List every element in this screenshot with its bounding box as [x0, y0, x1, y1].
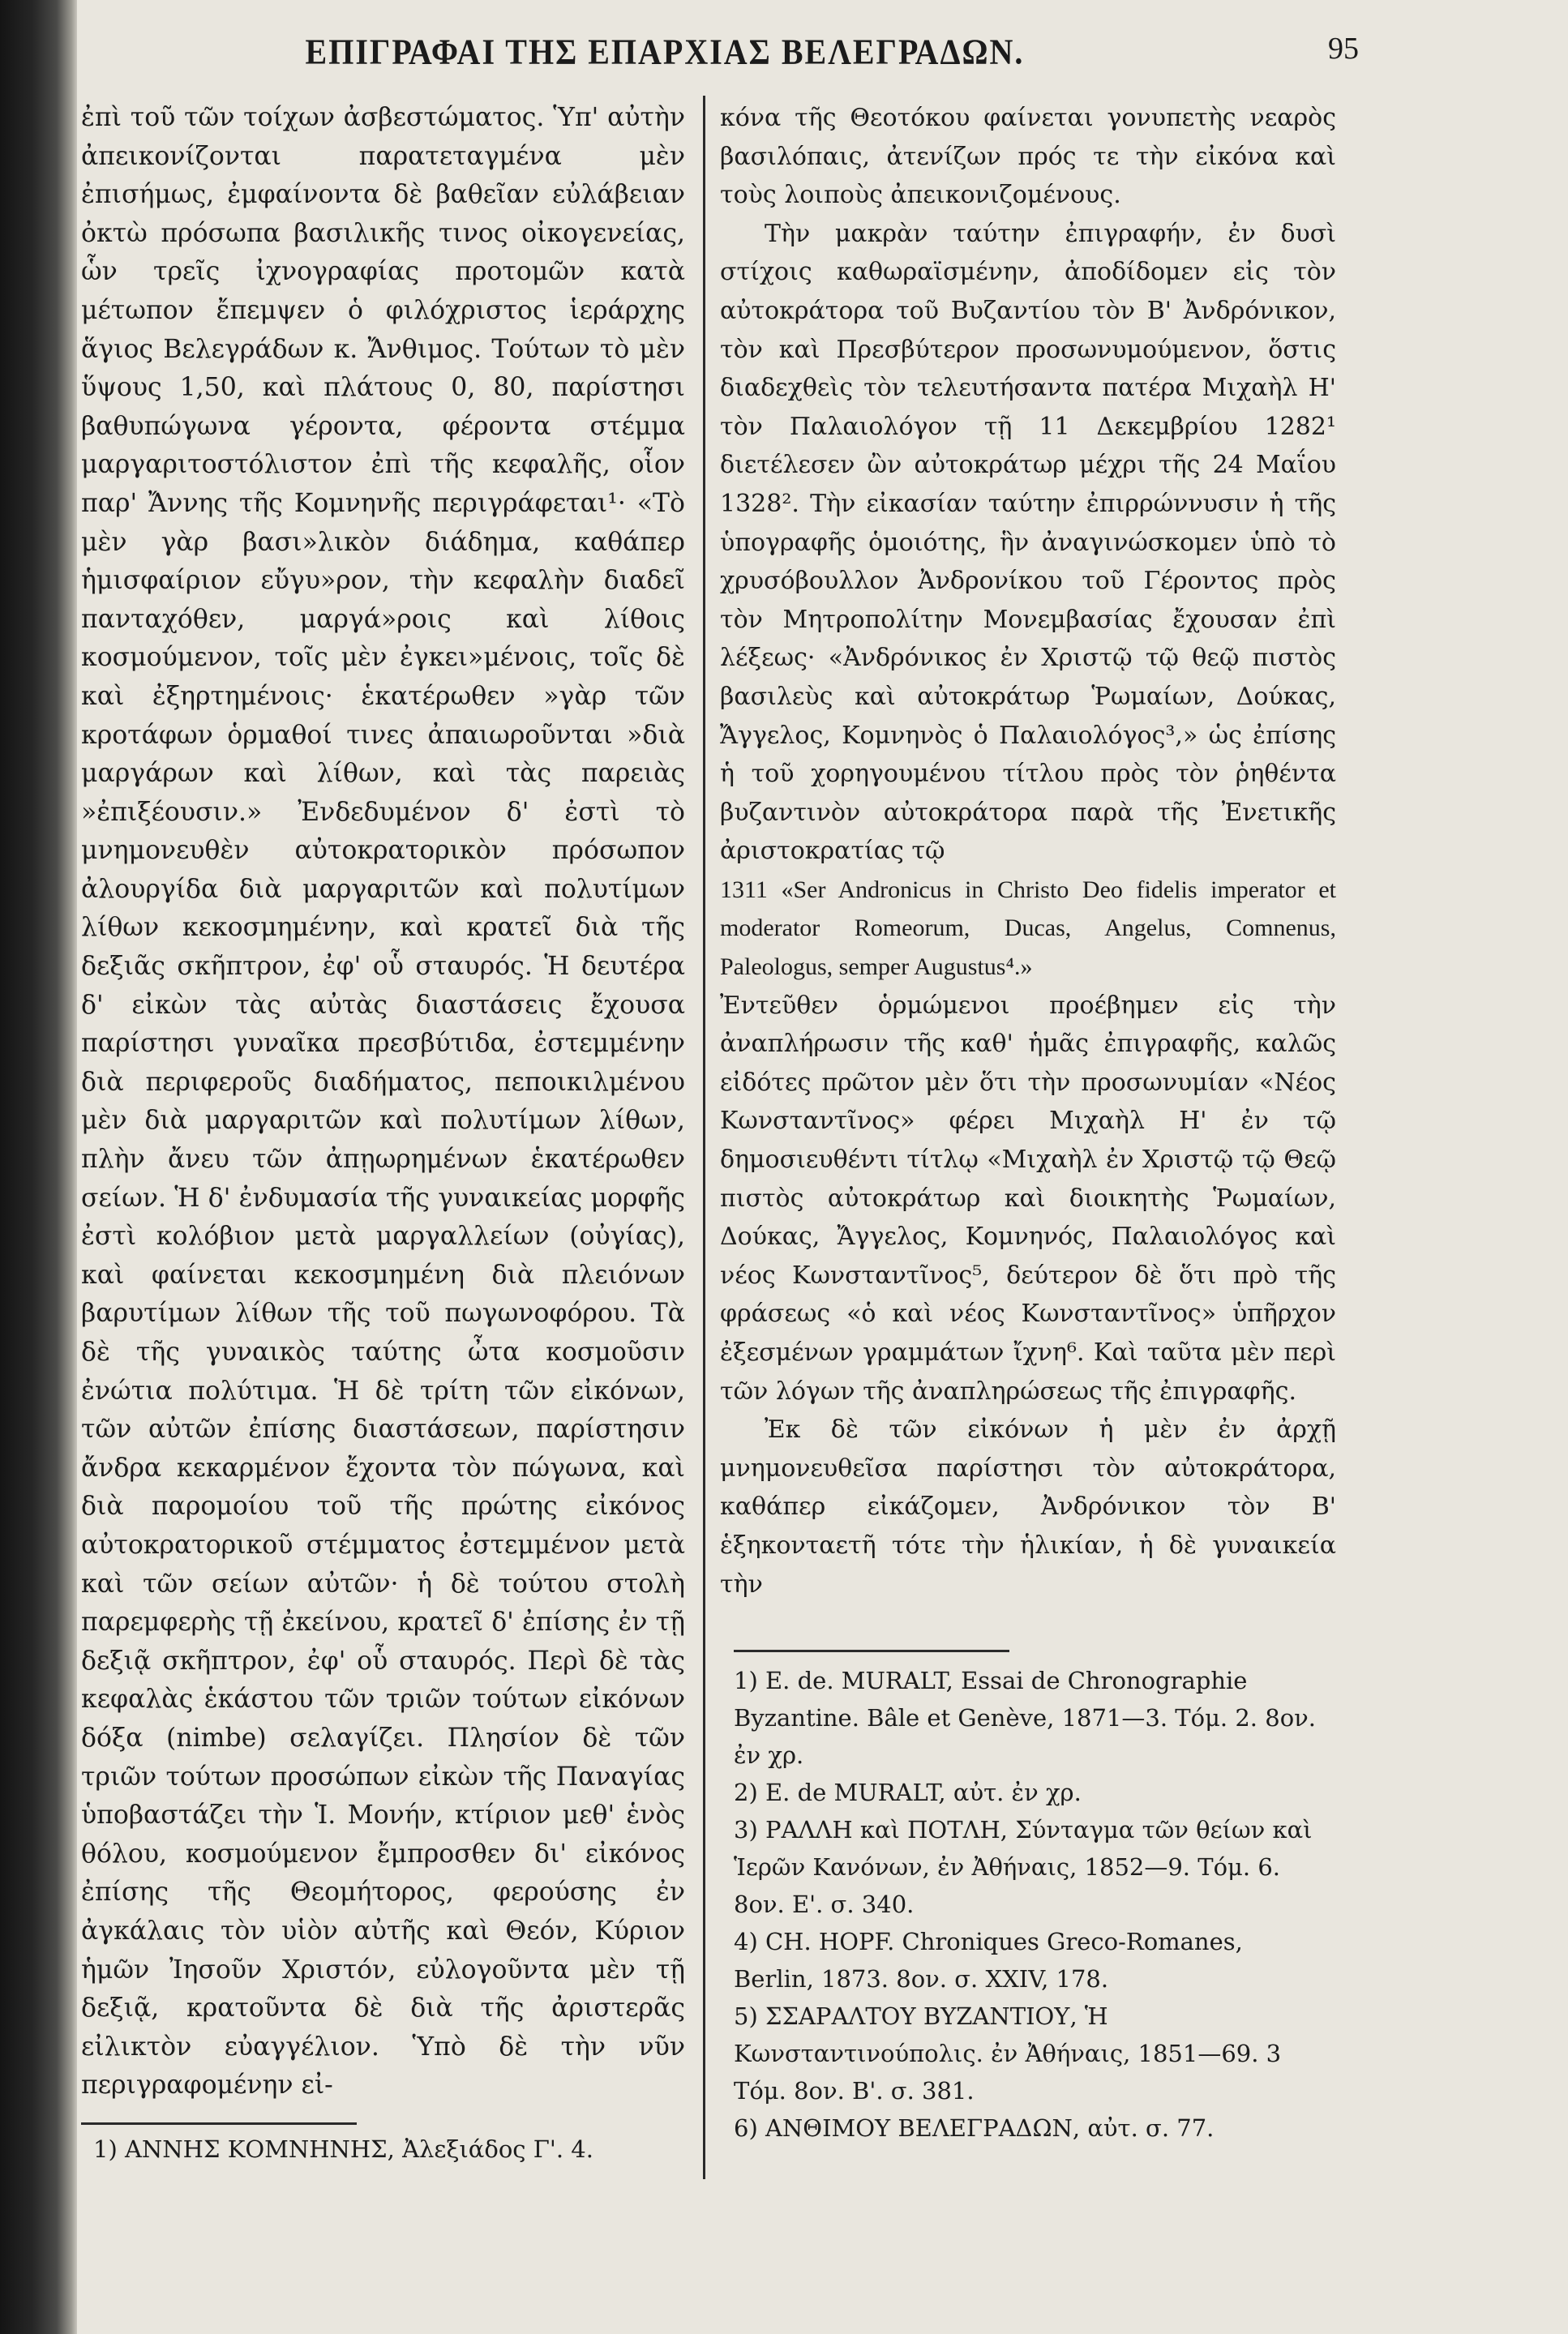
footnotes-left [93, 2131, 693, 2168]
footnote-right-2: 2) E. de MURALT, αὐτ. ἐν χρ. [734, 1779, 1082, 1806]
right-paragraph-3: Ἐκ δὲ τῶν εἰκόνων ἡ μὲν ἐν ἀρχῇ μνημονευθεῖσα παρίστησι τὸν αὐτοκράτορα, καθάπερ εἰκάζομεν, Ἀνδρόνικον τὸν Β' ἑξηκονταετῆ τότε τὴν ἡλικίαν, ἡ δὲ γυναικεία τὴν [720, 1415, 1336, 1599]
page-number: 95 [1328, 32, 1359, 66]
right-paragraph-2b: Ἐντεῦθεν ὁρμώμενοι προέβημεν εἰς τὴν ἀναπλήρωσιν τῆς καθ' ἡμᾶς ἐπιγραφῆς, καλῶς εἰδότες πρῶτον μὲν ὅτι τὴν προσωνυμίαν «Νέος Κωνσταντῖνος» φέρει Μιχαὴλ Η' ἐν τῷ δημοσιευθέντι τίτλῳ «Μιχαὴλ ἐν Χριστῷ τῷ Θεῷ πιστὸς αὐτοκράτωρ καὶ διοικητὴς Ῥωμαίων, Δούκας, Ἄγγελος, Κομνηνός, Παλαιολόγος καὶ νέος Κωνσταντῖνος⁵, δεύτερον δὲ ὅτι πρὸ τῆς φράσεως «ὁ καὶ νέος Κωνσταντῖνος» ὑπῆρχον ἐξεσμένων γραμμάτων ἴχνη⁶. Καὶ ταῦτα μὲν περὶ τῶν λόγων τῆς ἀναπληρώσεως τῆς ἐπιγραφῆς. [720, 991, 1336, 1406]
column-divider [703, 96, 705, 2179]
footnote-rule-right [734, 1650, 1009, 1652]
footnote-rule-left [81, 2122, 357, 2125]
right-column [720, 99, 1336, 1604]
footnotes-right [734, 1662, 1317, 2147]
footnote-left-1: 1) ΑΝΝΗΣ ΚΟΜΝΗΝΗΣ, Ἀλεξιάδος Γ'. 4. [93, 2135, 593, 2163]
right-paragraph-1: κόνα τῆς Θεοτόκου φαίνεται γονυπετὴς νεαρὸς βασιλόπαις, ἀτενίζων πρός τε τὴν εἰκόνα καὶ τοὺς λοιποὺς ἀπεικονιζομένους. [720, 104, 1336, 210]
running-header: ΕΠΙΓΡΑΦΑΙ ΤΗΣ ΕΠΑΡΧΙΑΣ ΒΕΛΕΓΡΑΔΩΝ. [305, 31, 1025, 72]
left-column-text: ἐπὶ τοῦ τῶν τοίχων ἀσβεστώματος. Ὑπ' αὐτὴν ἀπεικονίζονται παρατεταγμένα μὲν ἐπισήμως, ἐμφαίνοντα δὲ βαθεῖαν εὐλάβειαν ὀκτὼ πρόσωπα βασιλικῆς τινος οἰκογενείας, ὧν τρεῖς ἰχνογραφίας προτομῶν κατὰ μέτωπον ἔπεμψεν ὁ φιλόχριστος ἱεράρχης ἅγιος Βελεγράδων κ. Ἄνθιμος. Τούτων τὸ μὲν ὕψους 1,50, καὶ πλάτους 0, 80, παρίστησι βαθυπώγωνα γέροντα, φέροντα στέμμα μαργαριτοστόλιστον ἐπὶ τῆς κεφαλῆς, οἷον παρ' Ἄννης τῆς Κομνηνῆς περιγράφεται¹· «Τὸ μὲν γὰρ βασι»λικὸν διάδημα, καθάπερ ἡμισφαίριον εὔγυ»ρον, τὴν κεφαλὴν διαδεῖ πανταχόθεν, μαργά»ροις καὶ λίθοις κοσμούμενον, τοῖς μὲν ἐγκει»μένοις, τοῖς δὲ καὶ ἐξηρτημένοις· ἑκατέρωθεν »γὰρ τῶν κροτάφων ὁρμαθοί τινες ἀπαιωροῦνται »διὰ μαργάρων καὶ λίθων, καὶ τὰς παρειὰς »ἐπιξέουσιν.» Ἐνδεδυμένον δ' ἐστὶ τὸ μνημονευθὲν αὐτοκρατορικὸν πρόσωπον ἀλουργίδα διὰ μαργαριτῶν καὶ πολυτίμων λίθων κεκοσμημένην, καὶ κρατεῖ διὰ τῆς δεξιᾶς σκῆπτρον, ἐφ' οὗ σταυρός. Ἡ δευτέρα δ' εἰκὼν τὰς αὐτὰς διαστάσεις ἔχουσα παρίστησι γυναῖκα πρεσβύτιδα, ἐστεμμένην διὰ περιφεροῦς διαδήματος, πεποικιλμένου μὲν διὰ μαργαριτῶν καὶ πολυτίμων λίθων, πλὴν ἄνευ τῶν ἀπῃωρημένων ἑκατέρωθεν σείων. Ἡ δ' ἐνδυμασία τῆς γυναικείας μορφῆς ἐστὶ κολόβιον μετὰ μαργαλλείων (οὐγίας), καὶ φαίνεται κεκοσμημένη διὰ πλειόνων βαρυτίμων λίθων τῆς τοῦ πωγωνοφόρου. Τὰ δὲ τῆς γυναικὸς ταύτης ὦτα κοσμοῦσιν ἐνώτια πολύτιμα. Ἡ δὲ τρίτη τῶν εἰκόνων, τῶν αὐτῶν ἐπίσης διαστάσεων, παρίστησιν ἄνδρα κεκαρμένον ἔχοντα τὸν πώγωνα, καὶ διὰ παρομοίου τοῦ τῆς πρώτης εἰκόνος αὐτοκρατορικοῦ στέμματος ἐστεμμένον μετὰ καὶ τῶν σείων αὐτῶν· ἡ δὲ τούτου στολὴ παρεμφερὴς τῇ ἐκείνου, κρατεῖ δ' ἐπίσης ἐν τῇ δεξιᾷ σκῆπτρον, ἐφ' οὗ σταυρός. Περὶ δὲ τὰς κεφαλὰς ἑκάστου τῶν τριῶν τούτων εἰκόνων δόξα (nimbe) σελαγίζει. Πλησίον δὲ τῶν τριῶν τούτων προσώπων εἰκὼν τῆς Παναγίας ὑποβαστάζει τὴν Ἱ. Μονήν, κτίριον μεθ' ἑνὸς θόλου, κοσμούμενον ἔμπροσθεν δι' εἰκόνος ἐπίσης τῆς Θεομήτορος, φερούσης ἐν ἀγκάλαις τὸν υἱὸν αὐτῆς καὶ Θεόν, Κύριον ἡμῶν Ἰησοῦν Χριστόν, εὐλογοῦντα μὲν τῇ δεξιᾷ, κρατοῦντα δὲ διὰ τῆς ἀριστερᾶς εἰλικτὸν εὐαγγέλιον. Ὑπὸ δὲ τὴν νῦν περιγραφομένην εἰ- [81, 103, 685, 2101]
left-column [81, 99, 685, 2105]
footnote-right-5: 5) ΣΣΑΡΑΛΤΟΥ ΒΥΖΑΝΤΙΟΥ, Ἡ Κωνσταντινούπολις. ἐν Ἀθήναις, 1851—69. 3 Τόμ. 8ον. Β'. σ. 381. [734, 2002, 1282, 2105]
footnote-right-3: 3) ΡΑΛΛΗ καὶ ΠΟΤΛΗ, Σύνταγμα τῶν θείων καὶ Ἱερῶν Κανόνων, ἐν Ἀθήναις, 1852—9. Τόμ. 6. 8ον. Ε'. σ. 340. [734, 1816, 1313, 1918]
latin-quotation: 1311 «Ser Andronicus in Christo Deo fidelis imperator et moderator Romeorum, Ducas, Angelus, Comnenus, Paleologus, semper Augustus⁴.» [720, 876, 1336, 981]
footnote-right-4: 4) CH. HOPF. Chroniques Greco-Romanes, Berlin, 1873. 8ον. σ. XXIV, 178. [734, 1928, 1243, 1993]
right-paragraph-2a: Τὴν μακρὰν ταύτην ἐπιγραφήν, ἐν δυσὶ στίχοις καθωραϊσμένην, ἀποδίδομεν εἰς τὸν αὐτοκράτορα τοῦ Βυζαντίου τὸν Β' Ἀνδρόνικον, τὸν καὶ Πρεσβύτερον προσωνυμούμενον, ὅστις διαδεχθεὶς τὸν τελευτήσαντα πατέρα Μιχαὴλ Η' τὸν Παλαιολόγον τῇ 11 Δεκεμβρίου 1282¹ διετέλεσεν ὢν αὐτοκράτωρ μέχρι τῆς 24 Μαΐου 1328². Τὴν εἰκασίαν ταύτην ἐπιρρώννυσιν ἡ τῆς ὑπογραφῆς ὁμοιότης, ἣν ἀναγινώσκομεν ὑπὸ τὸ χρυσόβουλλον Ἀνδρονίκου τοῦ Γέροντος πρὸς τὸν Μητροπολίτην Μονεμβασίας ἔχουσαν ἐπὶ λέξεως· «Ἀνδρόνικος ἐν Χριστῷ τῷ θεῷ πιστὸς βασιλεὺς καὶ αὐτοκράτωρ Ῥωμαίων, Δούκας, Ἄγγελος, Κομνηνὸς ὁ Παλαιολόγος³,» ὡς ἐπίσης ἡ τοῦ χορηγουμένου τίτλου πρὸς τὸν ῥηθέντα βυζαντινὸν αὐτοκράτορα παρὰ τῆς Ἐνετικῆς ἀριστοκρατίας τῷ [720, 219, 1336, 866]
footnote-right-1: 1) E. de. MURALT, Essai de Chronographie Byzantine. Bâle et Genève, 1871—3. Τόμ. 2. 8ον. ἐν χρ. [734, 1667, 1317, 1769]
footnote-right-6: 6) ΑΝΘΙΜΟΥ ΒΕΛΕΓΡΑΔΩΝ, αὐτ. σ. 77. [734, 2114, 1215, 2142]
book-binding-shadow [0, 0, 77, 2334]
